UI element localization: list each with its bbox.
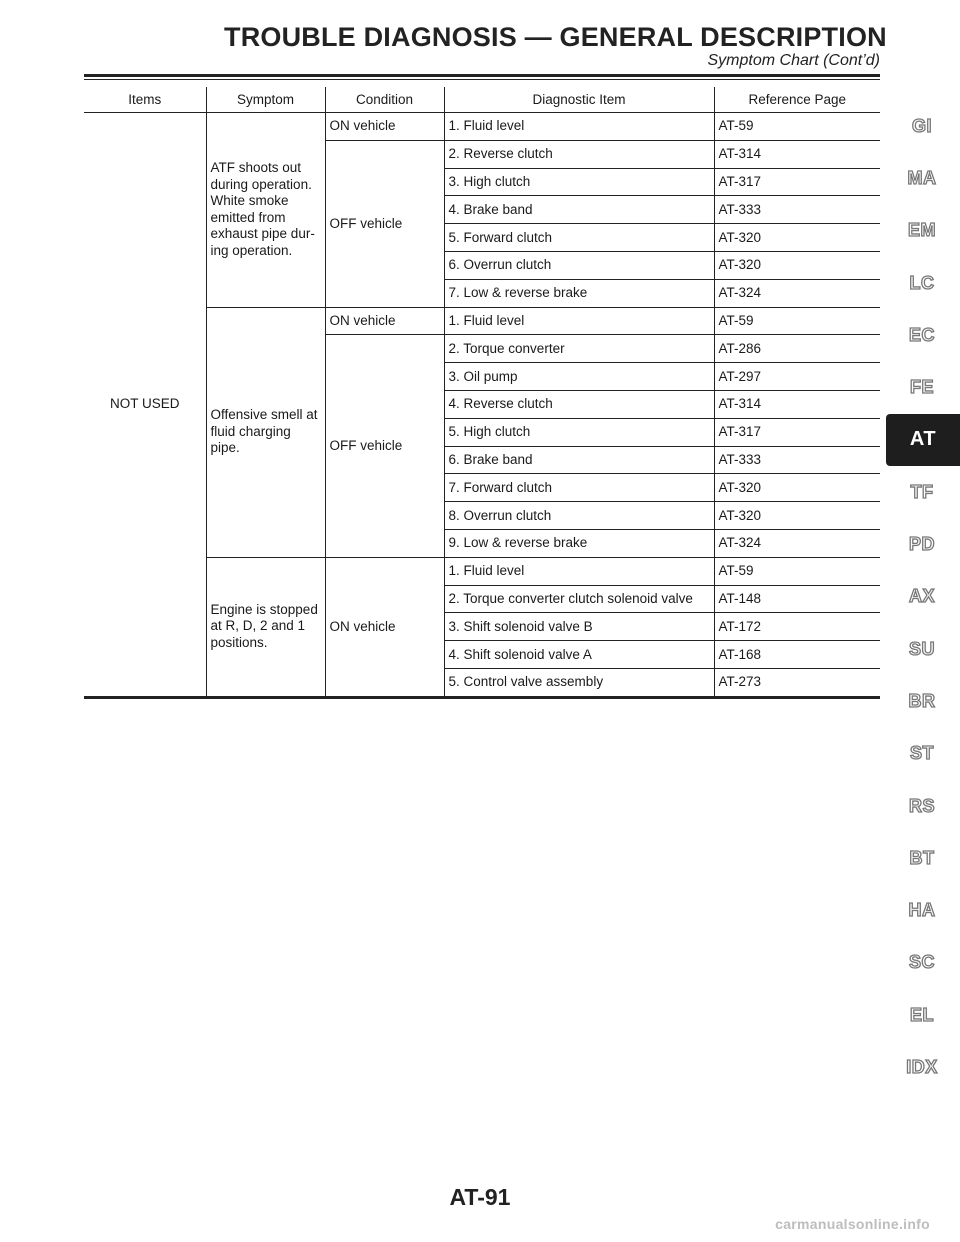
symptom-cell: [206, 113, 325, 308]
reference-page-cell: AT-172: [714, 613, 880, 641]
diagnostic-item-cell: 4. Shift solenoid valve A: [444, 641, 714, 669]
reference-page-cell: AT-324: [714, 529, 880, 557]
section-tab-br[interactable]: BR: [908, 690, 936, 711]
diagnostic-item-cell: 4. Reverse clutch: [444, 390, 714, 418]
reference-page-cell: AT-317: [714, 418, 880, 446]
items-cell: NOT USED: [84, 113, 206, 698]
section-tab-em[interactable]: EM: [908, 220, 936, 241]
reference-page-cell: AT-320: [714, 474, 880, 502]
page-number: AT-91: [449, 1184, 511, 1210]
symptom-line: fluid charging: [210, 423, 291, 439]
condition-cell: ON vehicle: [325, 557, 444, 697]
symptom-line: pipe.: [210, 440, 240, 456]
section-tab-idx[interactable]: IDX: [906, 1056, 938, 1077]
column-header-condition: Condition: [325, 87, 444, 113]
header-rule-thin: [84, 79, 880, 80]
diagnostic-item-cell: 7. Forward clutch: [444, 474, 714, 502]
diagnostic-item-cell: 2. Reverse clutch: [444, 140, 714, 168]
diagnostic-item-cell: 4. Brake band: [444, 196, 714, 224]
reference-page-cell: AT-148: [714, 585, 880, 613]
section-tab-tf[interactable]: TF: [910, 481, 934, 502]
section-tab-gi[interactable]: GI: [911, 115, 932, 136]
column-header-items: Items: [84, 87, 206, 113]
page-title: TROUBLE DIAGNOSIS — GENERAL DESCRIPTION: [224, 22, 887, 52]
symptom-line: ing operation.: [210, 242, 293, 258]
diagnostic-item-cell: 2. Torque converter: [444, 335, 714, 363]
diagnostic-item-cell: 8. Overrun clutch: [444, 502, 714, 530]
diagnostic-item-cell: 7. Low & reverse brake: [444, 279, 714, 307]
table-body: [84, 113, 880, 698]
section-tab-el[interactable]: EL: [909, 1004, 934, 1025]
symptom-line: emitted from: [210, 209, 286, 225]
diagnostic-item-cell: 3. Shift solenoid valve B: [444, 613, 714, 641]
diagnostic-item-cell: 5. High clutch: [444, 418, 714, 446]
condition-cell: ON vehicle: [325, 113, 444, 141]
section-tab-ax[interactable]: AX: [908, 586, 935, 607]
diagnostic-item-cell: 1. Fluid level: [444, 557, 714, 585]
reference-page-cell: AT-314: [714, 390, 880, 418]
condition-cell: ON vehicle: [325, 307, 444, 335]
column-header-symptom: Symptom: [206, 87, 325, 113]
reference-page-cell: AT-59: [714, 307, 880, 335]
symptom-line: positions.: [210, 634, 268, 650]
reference-page-cell: AT-168: [714, 641, 880, 669]
symptom-line: White smoke: [210, 193, 289, 209]
page-subtitle: Symptom Chart (Cont’d): [707, 52, 880, 69]
reference-page-cell: AT-286: [714, 335, 880, 363]
section-tab-bt[interactable]: BT: [909, 847, 935, 868]
diagnostic-item-cell: 5. Control valve assembly: [444, 668, 714, 697]
table-header-row: [84, 87, 880, 113]
condition-cell: OFF vehicle: [325, 140, 444, 307]
section-tab-ec[interactable]: EC: [908, 324, 935, 345]
section-tab-rs[interactable]: RS: [908, 795, 935, 816]
symptom-cell: [206, 307, 325, 557]
watermark: carmanualsonline.info: [775, 1216, 930, 1232]
reference-page-cell: AT-324: [714, 279, 880, 307]
reference-page-cell: AT-59: [714, 557, 880, 585]
symptom-cell: [206, 557, 325, 697]
reference-page-cell: AT-314: [714, 140, 880, 168]
diagnostic-item-cell: 6. Brake band: [444, 446, 714, 474]
diagnostic-item-cell: 1. Fluid level: [444, 113, 714, 141]
diagnostic-item-cell: 9. Low & reverse brake: [444, 529, 714, 557]
section-tab-at[interactable]: AT: [886, 414, 960, 466]
header-rule: [84, 74, 880, 77]
symptom-line: at R, D, 2 and 1: [210, 618, 306, 634]
diagnostic-item-cell: 6. Overrun clutch: [444, 251, 714, 279]
section-tab-lc[interactable]: LC: [909, 272, 935, 293]
symptom-line: Offensive smell at: [210, 407, 318, 423]
diagnostic-item-cell: 2. Torque converter clutch solenoid valve: [444, 585, 714, 613]
reference-page-cell: AT-333: [714, 446, 880, 474]
diagnostic-item-cell: 3. Oil pump: [444, 363, 714, 391]
reference-page-cell: AT-320: [714, 502, 880, 530]
reference-page-cell: AT-297: [714, 363, 880, 391]
section-tab-su[interactable]: SU: [908, 638, 935, 659]
section-tab-pd[interactable]: PD: [908, 534, 935, 555]
section-tab-sc[interactable]: SC: [908, 952, 935, 973]
diagnostic-item-cell: 5. Forward clutch: [444, 224, 714, 252]
section-index-tabs: [884, 100, 960, 1094]
section-tab-st[interactable]: ST: [909, 743, 934, 764]
condition-cell: OFF vehicle: [325, 335, 444, 557]
section-tab-ma[interactable]: MA: [907, 167, 937, 188]
reference-page-cell: AT-333: [714, 196, 880, 224]
symptom-line: exhaust pipe dur-: [210, 226, 315, 242]
reference-page-cell: AT-317: [714, 168, 880, 196]
column-header-reference-page: Reference Page: [714, 87, 880, 113]
symptom-chart-table: [84, 87, 880, 699]
column-header-diagnostic-item: Diagnostic Item: [444, 87, 714, 113]
section-tab-fe[interactable]: FE: [909, 377, 934, 398]
diagnostic-item-cell: 1. Fluid level: [444, 307, 714, 335]
symptom-line: ATF shoots out: [210, 160, 302, 176]
section-tab-ha[interactable]: HA: [908, 900, 936, 921]
reference-page-cell: AT-59: [714, 113, 880, 141]
symptom-line: Engine is stopped: [210, 601, 318, 617]
reference-page-cell: AT-320: [714, 251, 880, 279]
table-row: [84, 113, 880, 141]
reference-page-cell: AT-320: [714, 224, 880, 252]
reference-page-cell: AT-273: [714, 668, 880, 697]
symptom-line: during operation.: [210, 176, 312, 192]
diagnostic-item-cell: 3. High clutch: [444, 168, 714, 196]
